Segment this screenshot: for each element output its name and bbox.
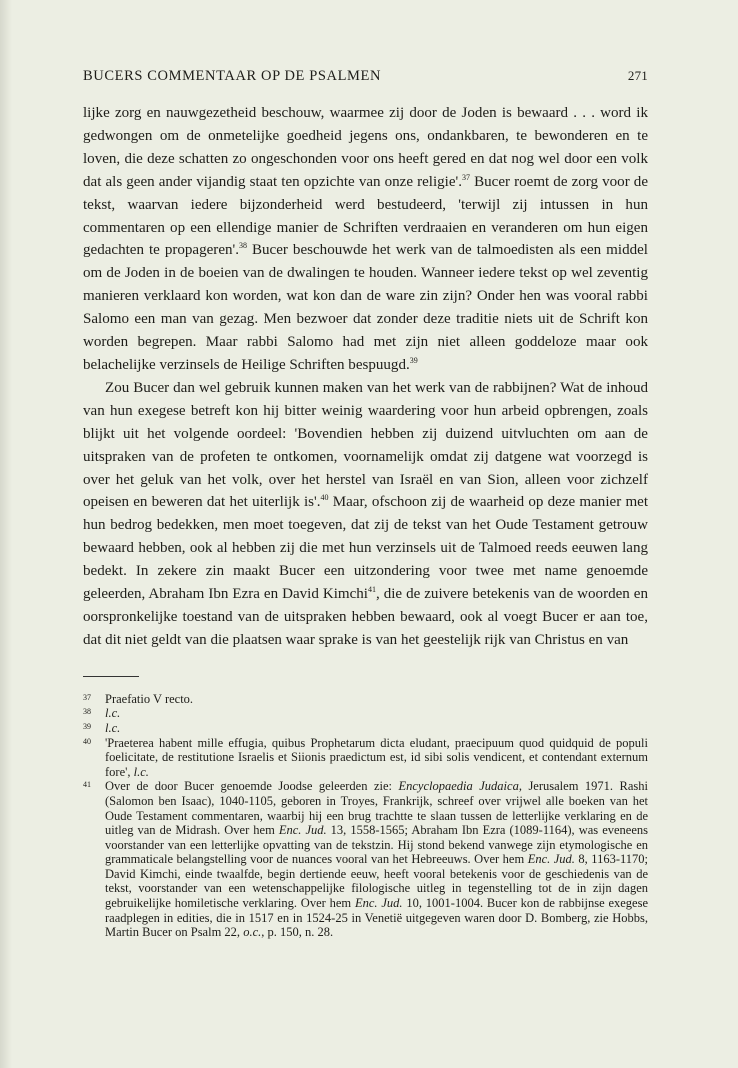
footnote-38 [83,706,648,721]
footnote-text: 'Praeterea habent mille effugia, quibus Prophetarum dicta eludant, praecipuum quod quidquid de populi foelicitate, de restitutione Israelis et Siionis praedictum est, id sibi solis vendicent, et contendant externum fore', l.c. [105,735,648,779]
book-page [83,68,648,940]
footnote-rule [83,676,139,677]
footnote-text: Over de door Bucer genoemde Joodse geleerden zie: Encyclopaedia Judaica, Jerusalem 1971. Rashi (Salomon ben Isaac), 1040-1105, geboren in Troyes, Frankrijk, schreef over vrijwel alle boeken van het Oude Testament commentaren, waarbij hij een brug trachtte te slaan tussen de letterlijke verklaring en de uitleg van de Midrash. Over hem Enc. Jud. 13, 1558-1565; Abraham Ibn Ezra (1089-1164), was eveneens voorstander van een letterlijke opvatting van de tekstzin. Hij stond bekend vanwege zijn etymologische en grammaticale belangstelling voor de nuances vooral van het Hebreeuws. Over hem Enc. Jud. 8, 1163-1170; David Kimchi, einde twaalfde, begin dertiende eeuw, heeft vooral betekenis voor de geschiedenis van de tekst, voorstander van een wetenschappelijke filologische uitleg in tegenstelling tot de in zijn dagen gebruikelijke homiletische verklaring. Over hem Enc. Jud. 10, 1001-1004. Bucer kon de rabbijnse exegese raadplegen in edities, die in 1517 en in 1524-25 in Venetië uitgegeven waren door D. Bomberg, zie Hobbs, Martin Bucer on Psalm 22, o.c., p. 150, n. 28. [105,779,649,940]
footnote-ref-40: 40 [320,493,329,503]
p1-text-c: Bucer beschouwde het werk van de talmoedisten als een middel om de Joden in de boeien van de dwalingen te houden. Wanneer iedere tekst op wel zeventig manieren verklaard kon worden, wat kon dan de ware zin zijn? Onder hen was vooral rabbi Salomo een man van gezag. Men bezwoer dat zonder deze traditie niets uit de Schrift kon worden begrepen. Maar rabbi Salomo had met zijn niet alleen goddeloze maar ook belachelijke verzinsels de Heilige Schriften bespuugd. [83,242,648,373]
footnote-text: l.c. [105,720,121,735]
footnote-ref-41: 41 [367,585,376,595]
body-text [83,102,648,652]
footnote-39 [83,721,648,736]
p2-text-a: Zou Bucer dan wel gebruik kunnen maken van het werk van de rabbijnen? Wat de inhoud van hun exegese betreft kon hij bitter weinig waardering voor hun arbeid opbrengen, zoals blijkt uit het volgende oordeel: 'Bovendien hebben zij duizend uitvluchten om aan de uitspraken van de profeten te ontkomen, voornamelijk omdat zij datgene wat voorzegd is over het geluk van het volk, over het herstel van Israël en van Sion, alleen voor zichzelf opeisen en beweren dat het uiterlijk is'. [83,379,648,511]
footnote-number: 38 [83,707,91,717]
footnote-40 [83,736,648,780]
footnote-ref-39: 39 [409,355,418,365]
footnote-ref-37: 37 [462,172,471,182]
footnote-ref-38: 38 [239,241,247,251]
p2-text-c: , die de zuivere betekenis van de woorden en oorspronkelijke toestand van de uitspraken hebben bewaard, ook al voegt Bucer er aan toe, dat dit niet geldt van die plaatsen waar sprake is van het geestelijk rijk van Christus en van [83,586,648,648]
footnote-37 [83,692,648,707]
p1-text-b: Bucer roemt de zorg voor de tekst, waarvan iedere bijzonderheid werd bestudeerd, 'terwijl zij intussen in hun commentaren op een ellendige manier de Schriften verdraaien en veranderen om hun eigen gedachten te propageren'. [83,173,649,259]
p2-text-b: Maar, ofschoon zij de waarheid op deze manier met hun bedrog bedekken, men moet toegeven, dat zij de tekst van het Oude Testament getrouw bewaard hebben, ook al hebben zij die met hun verzinsels uit de Talmoed reeds eeuwen lang bedekt. In zekere zin maakt Bucer een uitzondering voor twee met name genoemde geleerden, Abraham Ibn Ezra en David Kimchi [83,494,649,603]
footnote-number: 39 [83,721,91,731]
footnote-number: 40 [83,736,91,746]
footnote-number: 37 [83,692,91,702]
footnote-text: l.c. [105,706,121,721]
footnote-text: Praefatio V recto. [105,691,194,706]
scan-edge [0,0,12,1068]
paragraph-2 [83,377,648,652]
footnotes [83,692,648,940]
page-number: 271 [627,68,648,83]
p1-text-a: lijke zorg en nauwgezetheid beschouw, waarmee zij door de Joden is bewaard . . . word ik gedwongen om de onmetelijke goedheid jegens ons, ondankbaren, te bewonderen en te loven, die deze schatten zo ongeschonden voor ons heeft gered en dat nog wel door een volk dat als geen ander vijandig staat ten opzichte van onze religie'. [83,105,648,190]
paragraph-1 [83,102,648,377]
running-head [83,68,648,85]
footnote-41 [83,779,648,940]
footnote-number: 41 [83,780,91,790]
running-head-title: BUCERS COMMENTAAR OP DE PSALMEN [83,68,382,84]
